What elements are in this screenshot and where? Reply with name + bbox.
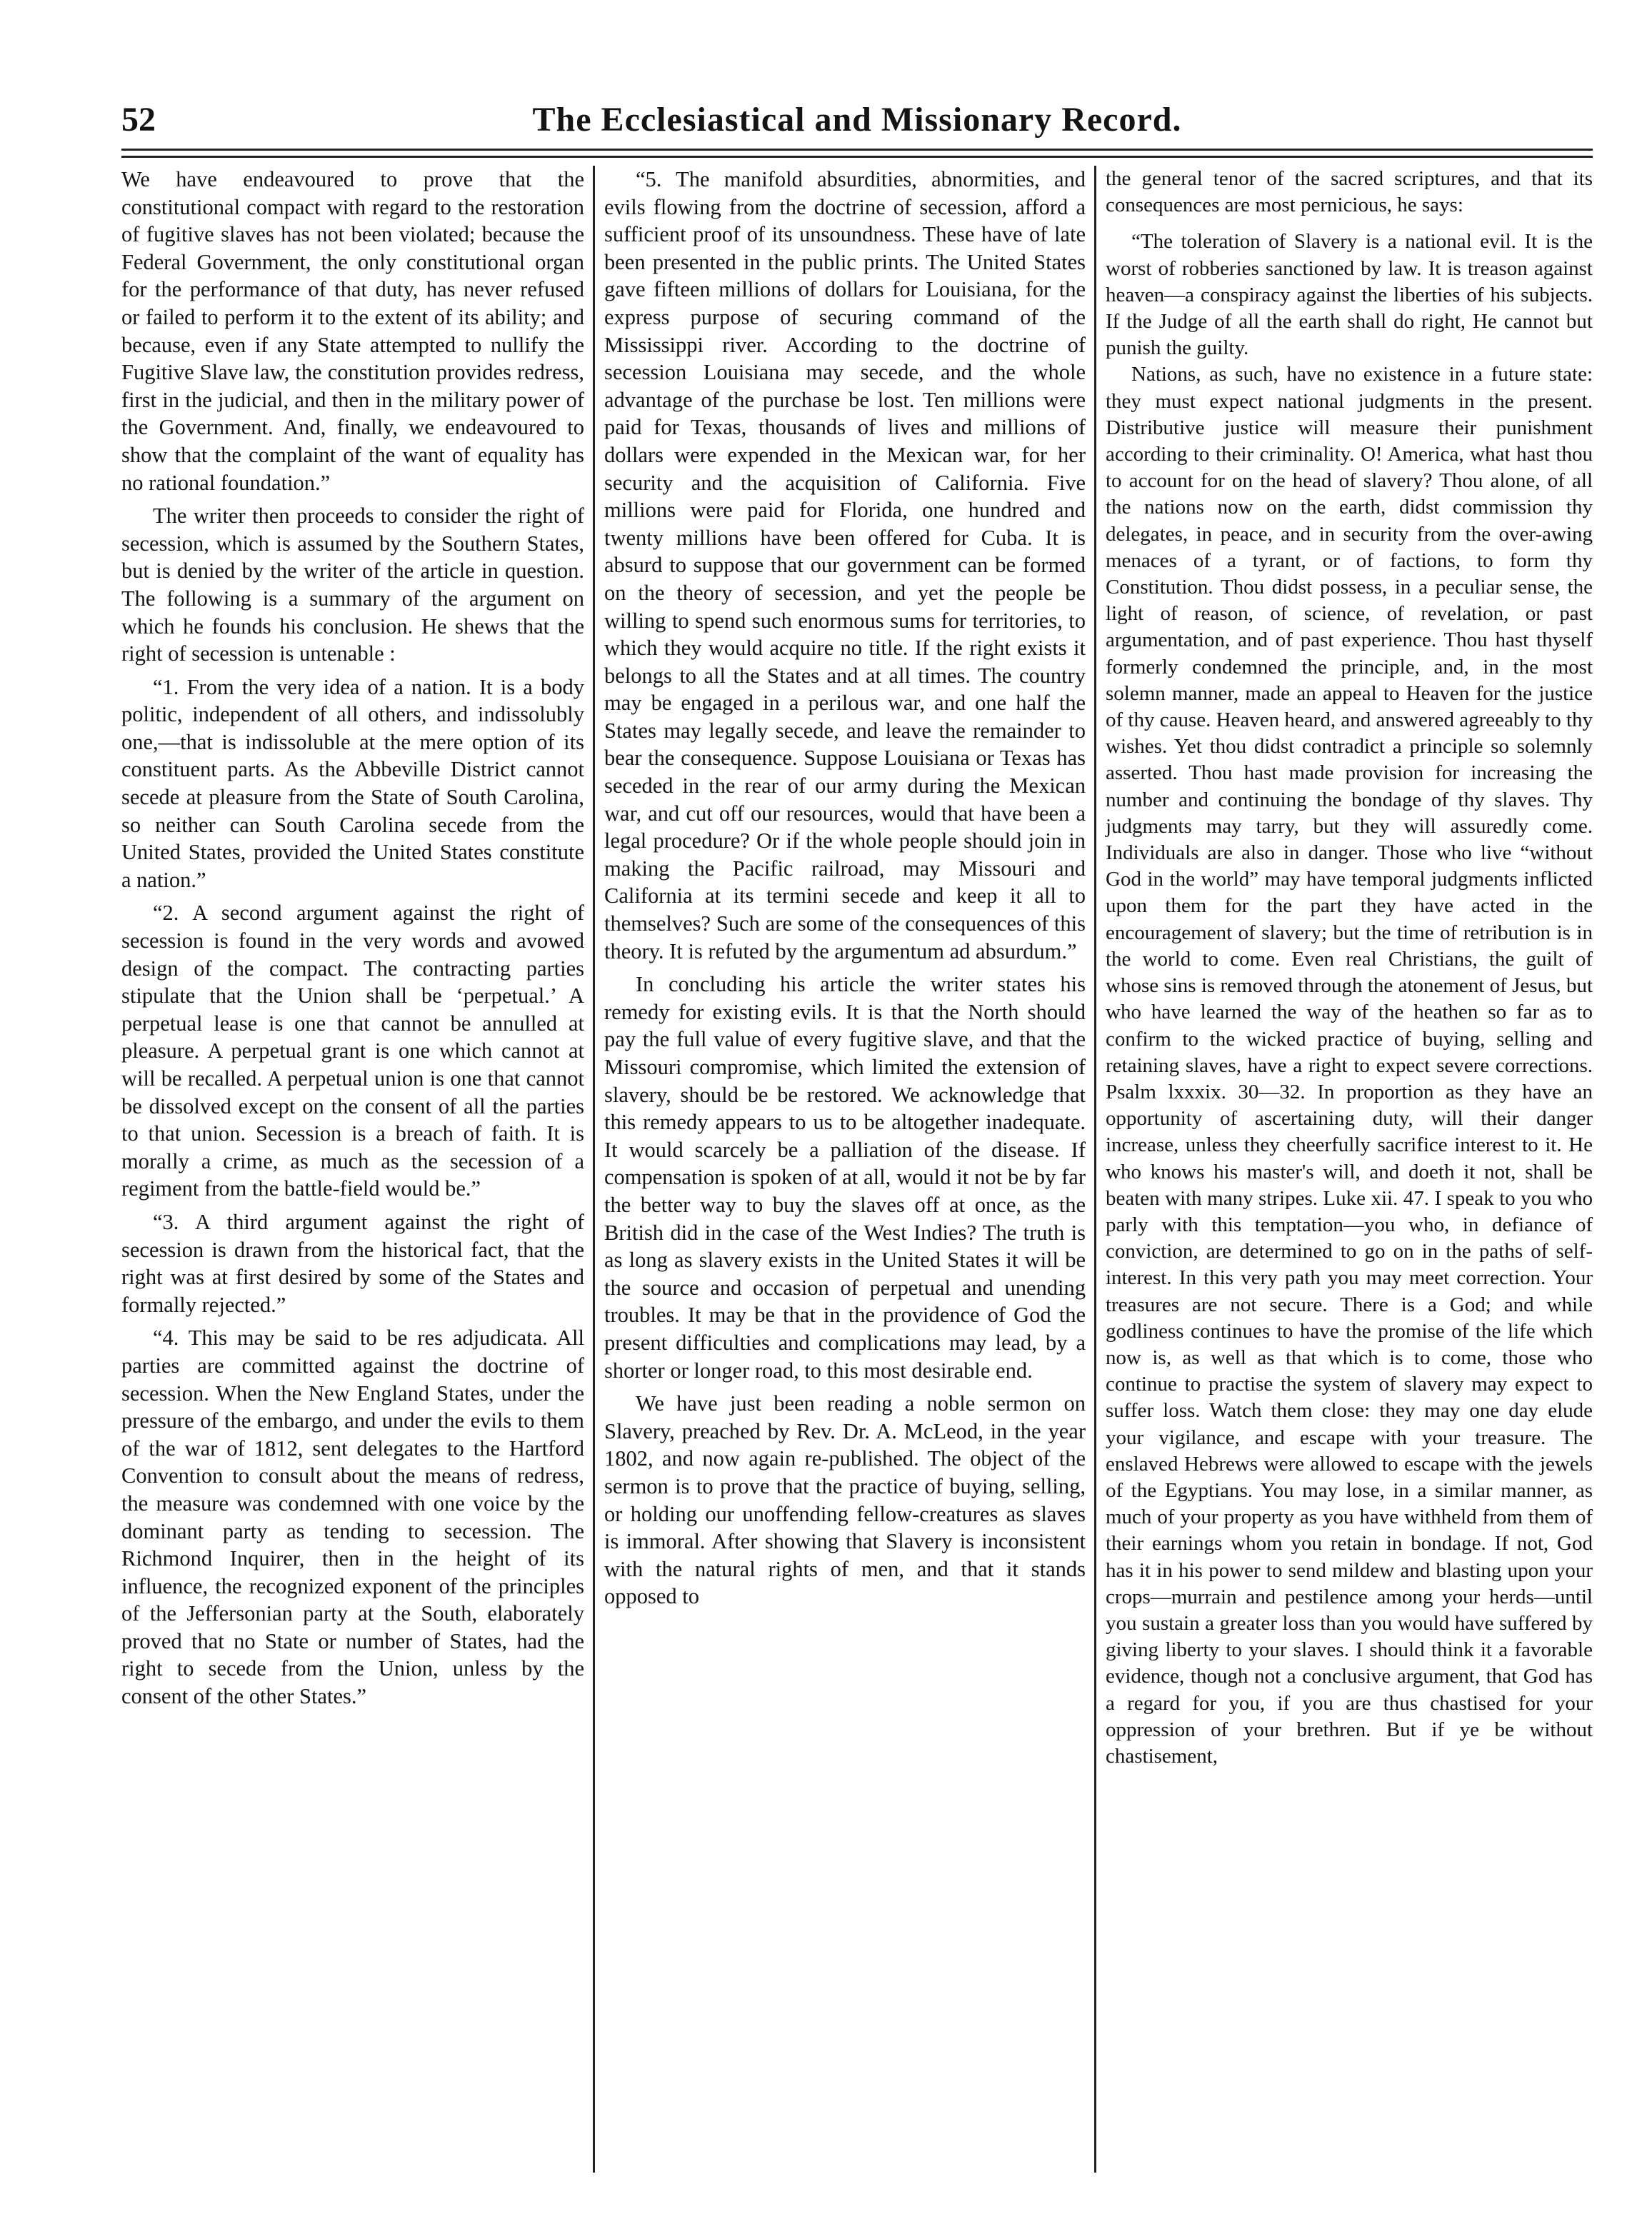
page-header: [121, 100, 1593, 143]
column-1: [121, 166, 584, 2173]
paragraph: We have endeavoured to prove that the constitutional compact with regard to the restoration of fugitive slaves has not been violated; because the Federal Government, the only constitutional organ for the performance of that duty, has never refused or failed to perform it to the extent of its ability; and because, even if any State attempted to nullify the Fugitive Slave law, the constitution provides redress, first in the judicial, and then in the military power of the Government. And, finally, we endeavoured to show that the complaint of the want of equality has no rational foundation.”: [121, 167, 584, 495]
paragraph: “3. A third argument against the right of secession is drawn from the historical fact, that the right was at first desired by some of the States and formally rejected.”: [121, 1209, 584, 1317]
paragraph: The writer then proceeds to consider the right of secession, which is assumed by the Southern States, but is denied by the writer of the article in question. The following is a summary of the argument on which he founds his conclusion. He shews that the right of secession is untenable :: [121, 504, 584, 666]
quote-paragraph: “The toleration of Slavery is a national evil. It is the worst of robberies sanctioned by law. It is treason against heaven—a conspiracy against the liberties of his subjects. If the Judge of all the earth shall do right, He cannot but punish the guilty.: [1106, 230, 1593, 360]
header-rule-bottom: [121, 156, 1593, 158]
quote-paragraph: Nations, as such, have no existence in a future state: they must expect national judgments in the present. Distributive justice will measure their punishment according to their criminality. O! America, what hast thou to account for on the head of slavery? Thou alone, of all the nations now on the earth, didst commission thy delegates, in peace, and in security from the over-awing menaces of a tyrant, or of factions, to form thy Constitution. Thou didst possess, in a peculiar sense, the light of reason, of science, of revelation, or past argumentation, and of past experience. Thou hast thyself formerly condemned the principle, and, in the most solemn manner, made an appeal to Heaven for the justice of thy cause. Heaven heard, and answered agreeably to thy wishes. Yet thou didst contradict a principle so solemnly asserted. Thou hast made provision for increasing the number and continuing the bondage of thy slaves. Thy judgments may tarry, but they will assuredly come. Individuals are also in danger. Those who live “without God in the world” may have temporal judgments inflicted upon them for the part they have acted in the encouragement of slavery; but the time of retribution is in the world to come. Even real Christians, the guilt of whose sins is removed through the atonement of Jesus, but who have learned the way of the heathen so far as to confirm to the wicked practice of buying, selling and retaining slaves, have a right to expect severe corrections. Psalm lxxxix. 30—32. In proportion as they have an opportunity of ascertaining duty, will their danger increase, unless they cheerfully sacrifice interest to it. He who knows his master's will, and doeth it not, shall be beaten with many stripes. Luke xii. 47. I speak to you who parly with this temptation—you who, in defiance of conviction, are determined to go on in the paths of self-interest. In this very path you may meet correction. Your treasures are not secure. There is a God; and while godliness continues to have the promise of the life which now is, as well as that which is to come, those who continue to practise the system of slavery may expect to suffer loss. Watch them close: they may one day elude your vigilance, and escape with your treasure. The enslaved Hebrews were allowed to escape with the jewels of the Egyptians. You may lose, in a similar manner, as much of your property as you have withheld from them of their earnings whom you retain in bondage. If not, God has it in his power to send mildew and blasting upon your crops—murrain and pestilence among your herds—until you sustain a greater loss than you would have suffered by giving liberty to your slaves. I should think it a favorable evidence, though not a conclusive argument, that God has a regard for you, if you are thus chastised for your oppression of your brethren. But if ye be without chastisement,: [1106, 363, 1593, 1768]
column-2: [604, 166, 1086, 2173]
paragraph: We have just been reading a noble sermon on Slavery, preached by Rev. Dr. A. McLeod, in the year 1802, and now again re-published. The object of the sermon is to prove that the practice of buying, selling, or holding our unoffending fellow-creatures as slaves is immoral. After showing that Slavery is inconsistent with the natural rights of men, and that it stands opposed to: [604, 1391, 1086, 1609]
paragraph: the general tenor of the sacred scriptures, and that its consequences are most pernicious, he says:: [1106, 167, 1593, 217]
paragraph: In concluding his article the writer states his remedy for existing evils. It is that the North should pay the full value of every fugitive slave, and that the Missouri compromise, which limited the extension of slavery, should be be restored. We acknowledge that this remedy appears to us to be altogether inadequate. It would scarcely be a palliation of the disease. If compensation is spoken of at all, would it not be by far the better way to buy the slaves off at once, as the British did in the case of the West Indies? The truth is as long as slavery exists in the United States it will be the source and occasion of perpetual and unending troubles. It may be that in the providence of God the present difficulties and complications may lead, by a shorter or longer road, to this most desirable end.: [604, 972, 1086, 1383]
column-divider: [1094, 166, 1096, 2173]
page-number: 52: [121, 101, 156, 139]
column-divider: [593, 166, 595, 2173]
paragraph: “5. The manifold absurdities, abnormities, and evils flowing from the doctrine of secession, afford a sufficient proof of its unsoundness. These have of late been presented in the public prints. The United States gave fifteen millions of dollars for Louisiana, for the express purpose of securing command of the Mississippi river. According to the doctrine of secession Louisiana may secede, and the whole advantage of the purchase be lost. Ten millions were paid for Texas, thousands of lives and millions of dollars were expended in the Mexican war, for her security and the acquisition of California. Five millions were paid for Florida, one hundred and twenty millions have been offered for Cuba. It is absurd to suppose that our government can be formed on the theory of secession, and yet the people be willing to spend such enormous sums for territories, to which they would acquire no title. If the right exists it belongs to all the States and at all times. The country may be engaged in a perilous war, and one half the States may legally secede, and leave the remainder to bear the consequence. Suppose Louisiana or Texas has seceded in the rear of our army during the Mexican war, and cut off our resources, would that have been a legal procedure? Or if the whole people should join in making the Pacific railroad, may Missouri and California at its termini secede and keep it all to themselves? Such are some of the consequences of this theory. It is refuted by the argumentum ad absurdum.”: [604, 167, 1086, 963]
paragraph: “2. A second argument against the right of secession is found in the very words and avowed design of the compact. The contracting parties stipulate that the Union shall be ‘perpetual.’ A perpetual lease is one that cannot be annulled at pleasure. A perpetual grant is one which cannot at will be recalled. A perpetual union is one that cannot be dissolved except on the consent of all the parties to that union. Secession is a breach of faith. It is morally a crime, as much as the secession of a regiment from the battle-field would be.”: [121, 901, 584, 1201]
sermon-quote: [1106, 229, 1593, 1770]
running-title: The Ecclesiastical and Missionary Record.: [532, 101, 1182, 139]
column-3: [1106, 166, 1593, 2173]
header-rule-top: [121, 149, 1593, 151]
paragraph: “4. This may be said to be res adjudicata. All parties are committed against the doctrine of secession. When the New England States, under the pressure of the embargo, and under the evils to them of the war of 1812, sent delegates to the Hartford Convention to consult about the means of redress, the measure was condemned with one voice by the dominant party as tending to secession. The Richmond Inquirer, then in the height of its influence, the recognized exponent of the principles of the Jeffersonian party at the South, elaborately proved that no State or number of States, had the right to secede from the Union, unless by the consent of the other States.”: [121, 1326, 584, 1709]
paragraph: “1. From the very idea of a nation. It is a body politic, independent of all others, and indissolubly one,—that is indissoluble at the mere option of its constituent parts. As the Abbeville District cannot secede at pleasure from the State of South Carolina, so neither can South Carolina secede from the United States, provided the United States constitute a nation.”: [121, 674, 584, 892]
